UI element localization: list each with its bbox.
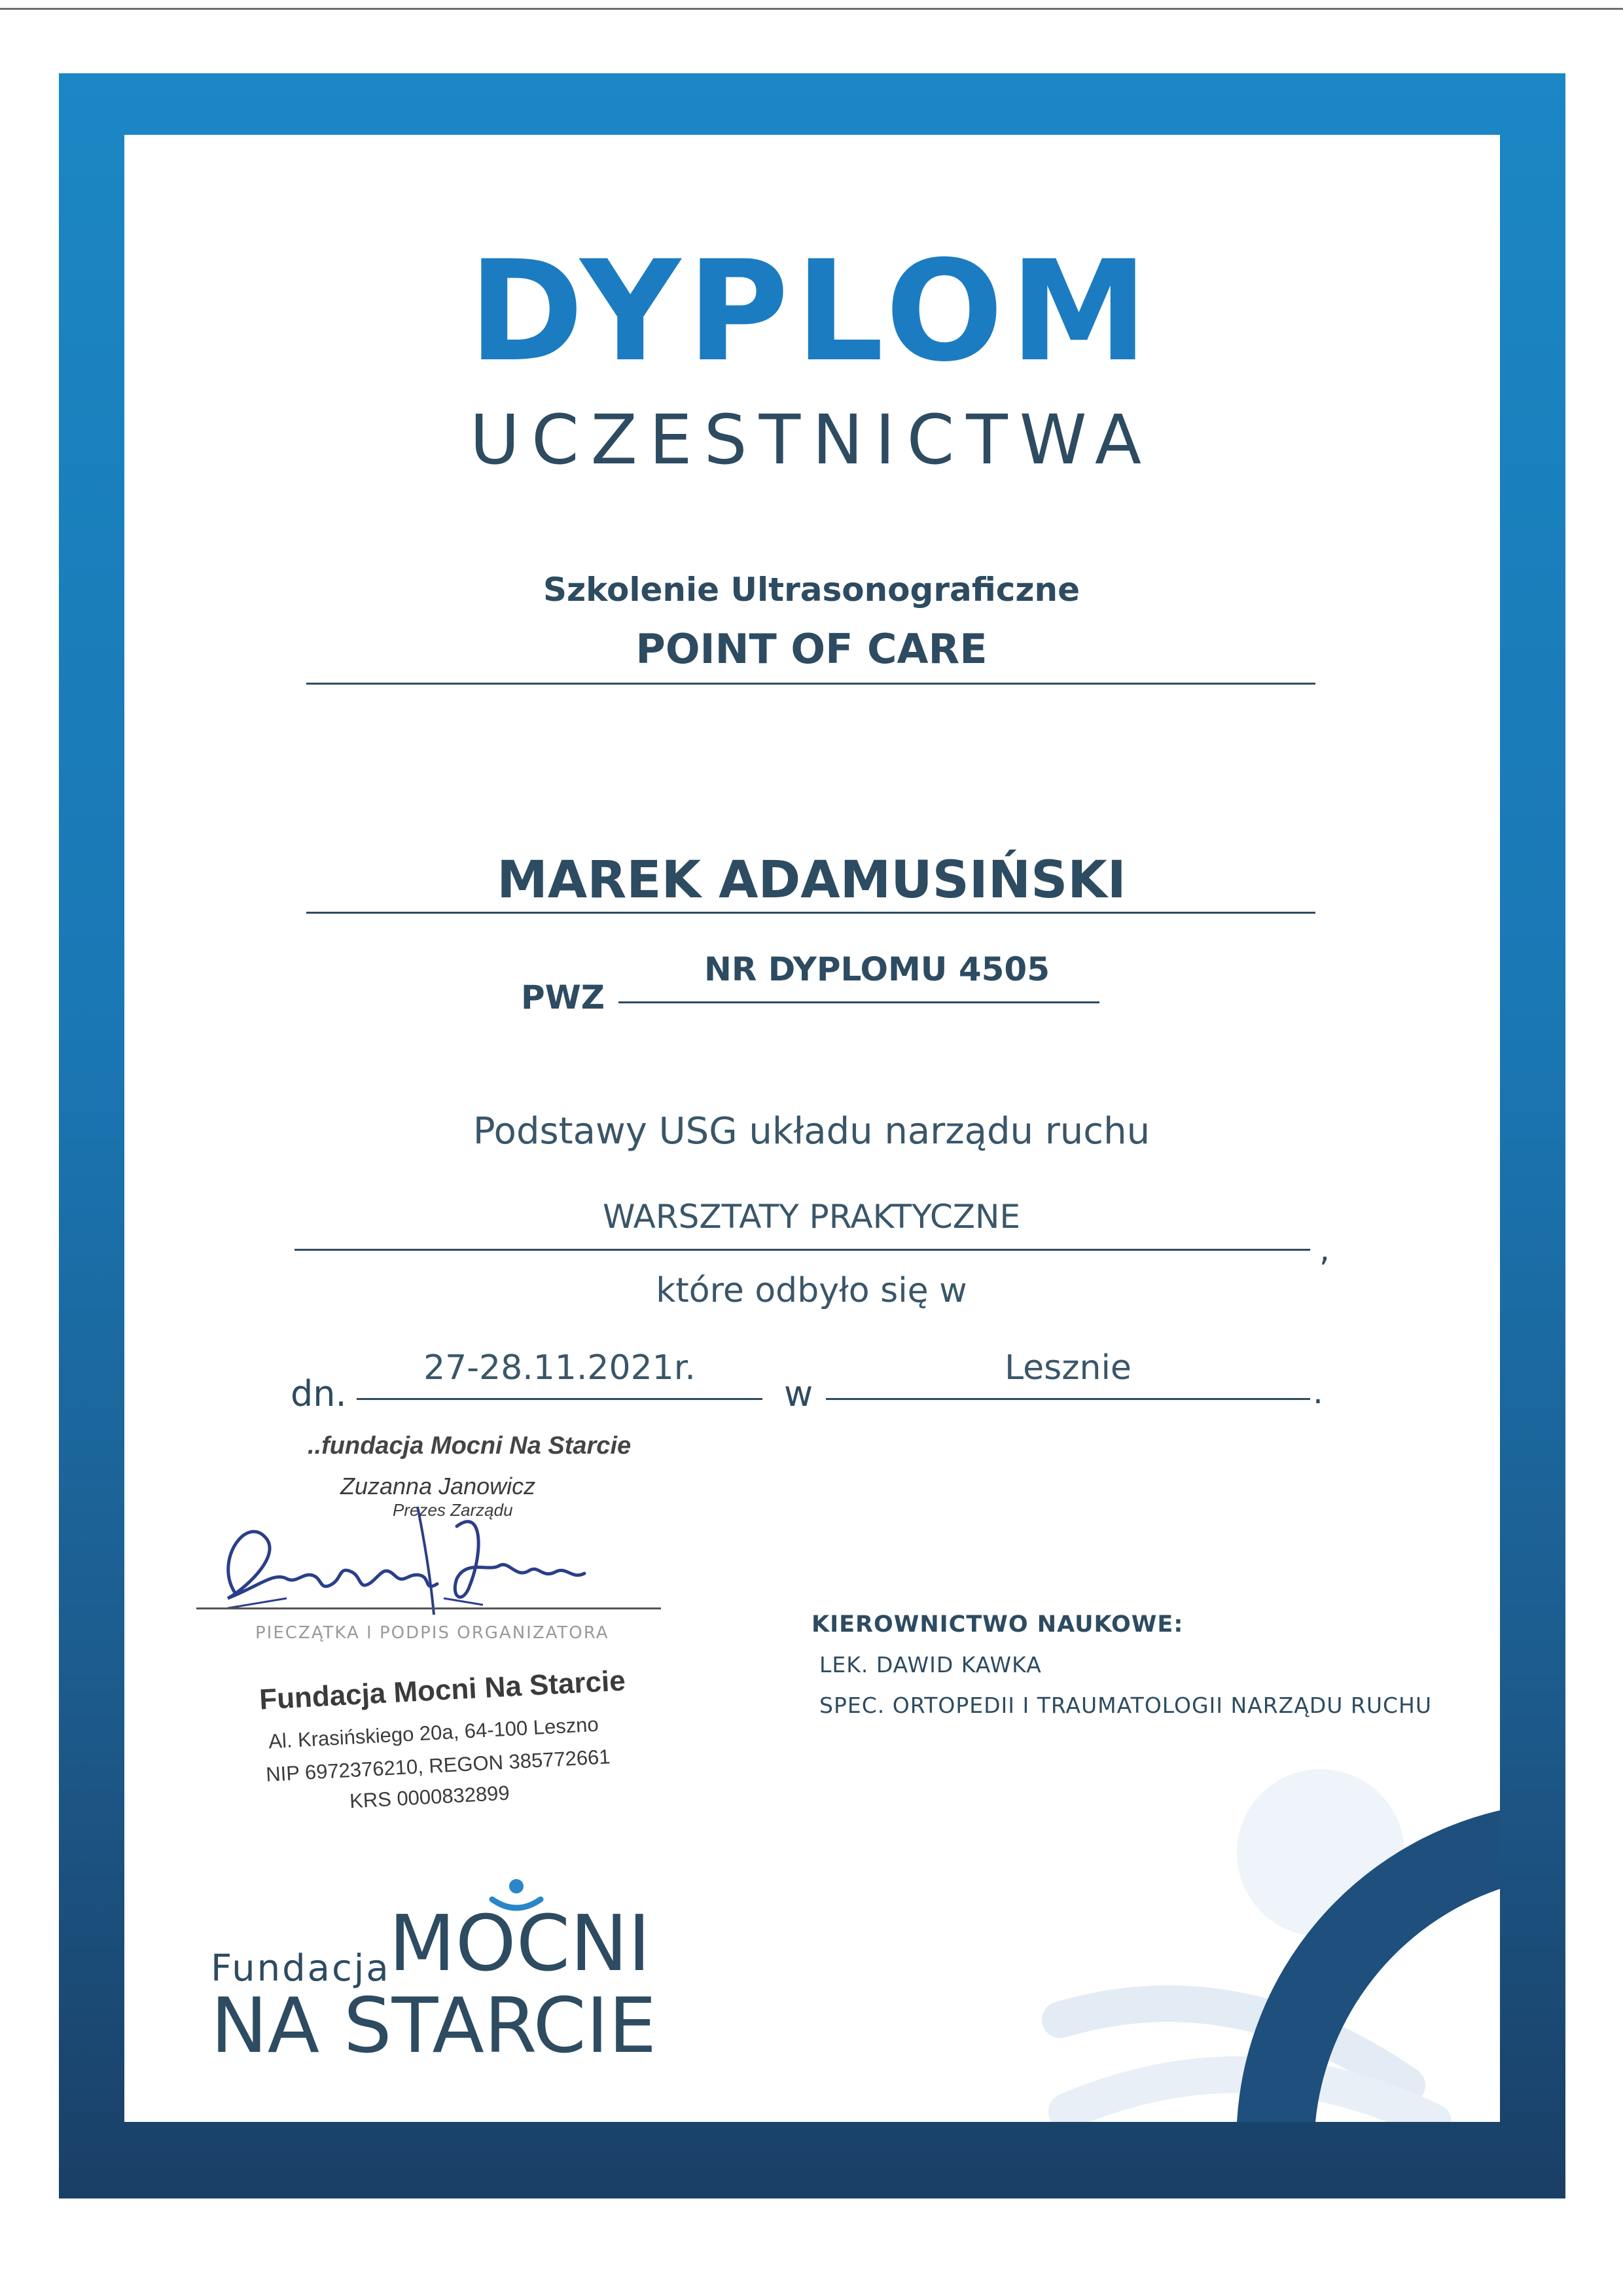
stamp-header: ..fundacja Mocni Na Starcie [308,1432,632,1460]
scan-edge-line [0,8,1623,10]
course-type: Szkolenie Ultrasonograficzne [543,571,1080,609]
signature-caption: PIECZĄTKA I PODPIS ORGANIZATORA [255,1623,609,1643]
date-underline [357,1398,762,1400]
date-label: dn. [291,1373,347,1414]
course-name: POINT OF CARE [635,625,988,673]
logo-figure-icon [487,1877,546,1916]
place-underline [826,1398,1310,1400]
pwz-label: PWZ [521,978,605,1016]
stamp-organization: Fundacja Mocni Na Starcie [259,1664,626,1716]
held-text: które odbyło się w [656,1271,967,1310]
pwz-value: NR DYPLOMU 4505 [704,950,1050,988]
scientific-specialty: SPEC. ORTOPEDII I TRAUMATOLOGII NARZĄDU RUCHU [819,1693,1433,1718]
scientific-heading: KIEROWNICTWO NAUKOWE: [812,1611,1184,1638]
workshop-underline [294,1249,1310,1251]
workshop-type: WARSZTATY PRAKTYCZNE [602,1198,1021,1236]
workshop-comma: , [1319,1230,1330,1268]
participant-underline [306,912,1315,914]
place-value: Lesznie [1005,1348,1132,1388]
scientific-name: LEK. DAWID KAWKA [819,1652,1042,1677]
stamp-nip-regon: NIP 6972376210, REGON 385772661 [265,1745,611,1786]
place-label: w [784,1373,813,1414]
stamp-address: Al. Krasińskiego 20a, 64-100 Leszno [268,1712,599,1753]
stamp-krs: KRS 0000832899 [349,1781,510,1813]
diploma-title: DYPLOM [468,230,1155,392]
stamp-signatory-role: Prezes Zarządu [393,1500,513,1520]
course-underline [306,683,1315,685]
place-period: . [1313,1373,1323,1411]
pwz-underline [618,1001,1099,1003]
signature-line [196,1607,661,1609]
date-value: 27-28.11.2021r. [423,1348,696,1388]
logo-fundacja-text: Fundacja [211,1947,391,1990]
stamp-signatory-name: Zuzanna Janowicz [340,1473,536,1499]
participant-name: MAREK ADAMUSIŃSKI [497,851,1126,910]
logo-na-starcie-text: NA STARCIE [211,1982,657,2070]
logo-mocni-text: MOCNI [389,1898,651,1988]
workshop-subject: Podstawy USG układu narządu ruchu [473,1110,1150,1153]
diploma-subtitle: UCZESTNICTWA [469,400,1154,480]
handwritten-signature [208,1500,614,1618]
